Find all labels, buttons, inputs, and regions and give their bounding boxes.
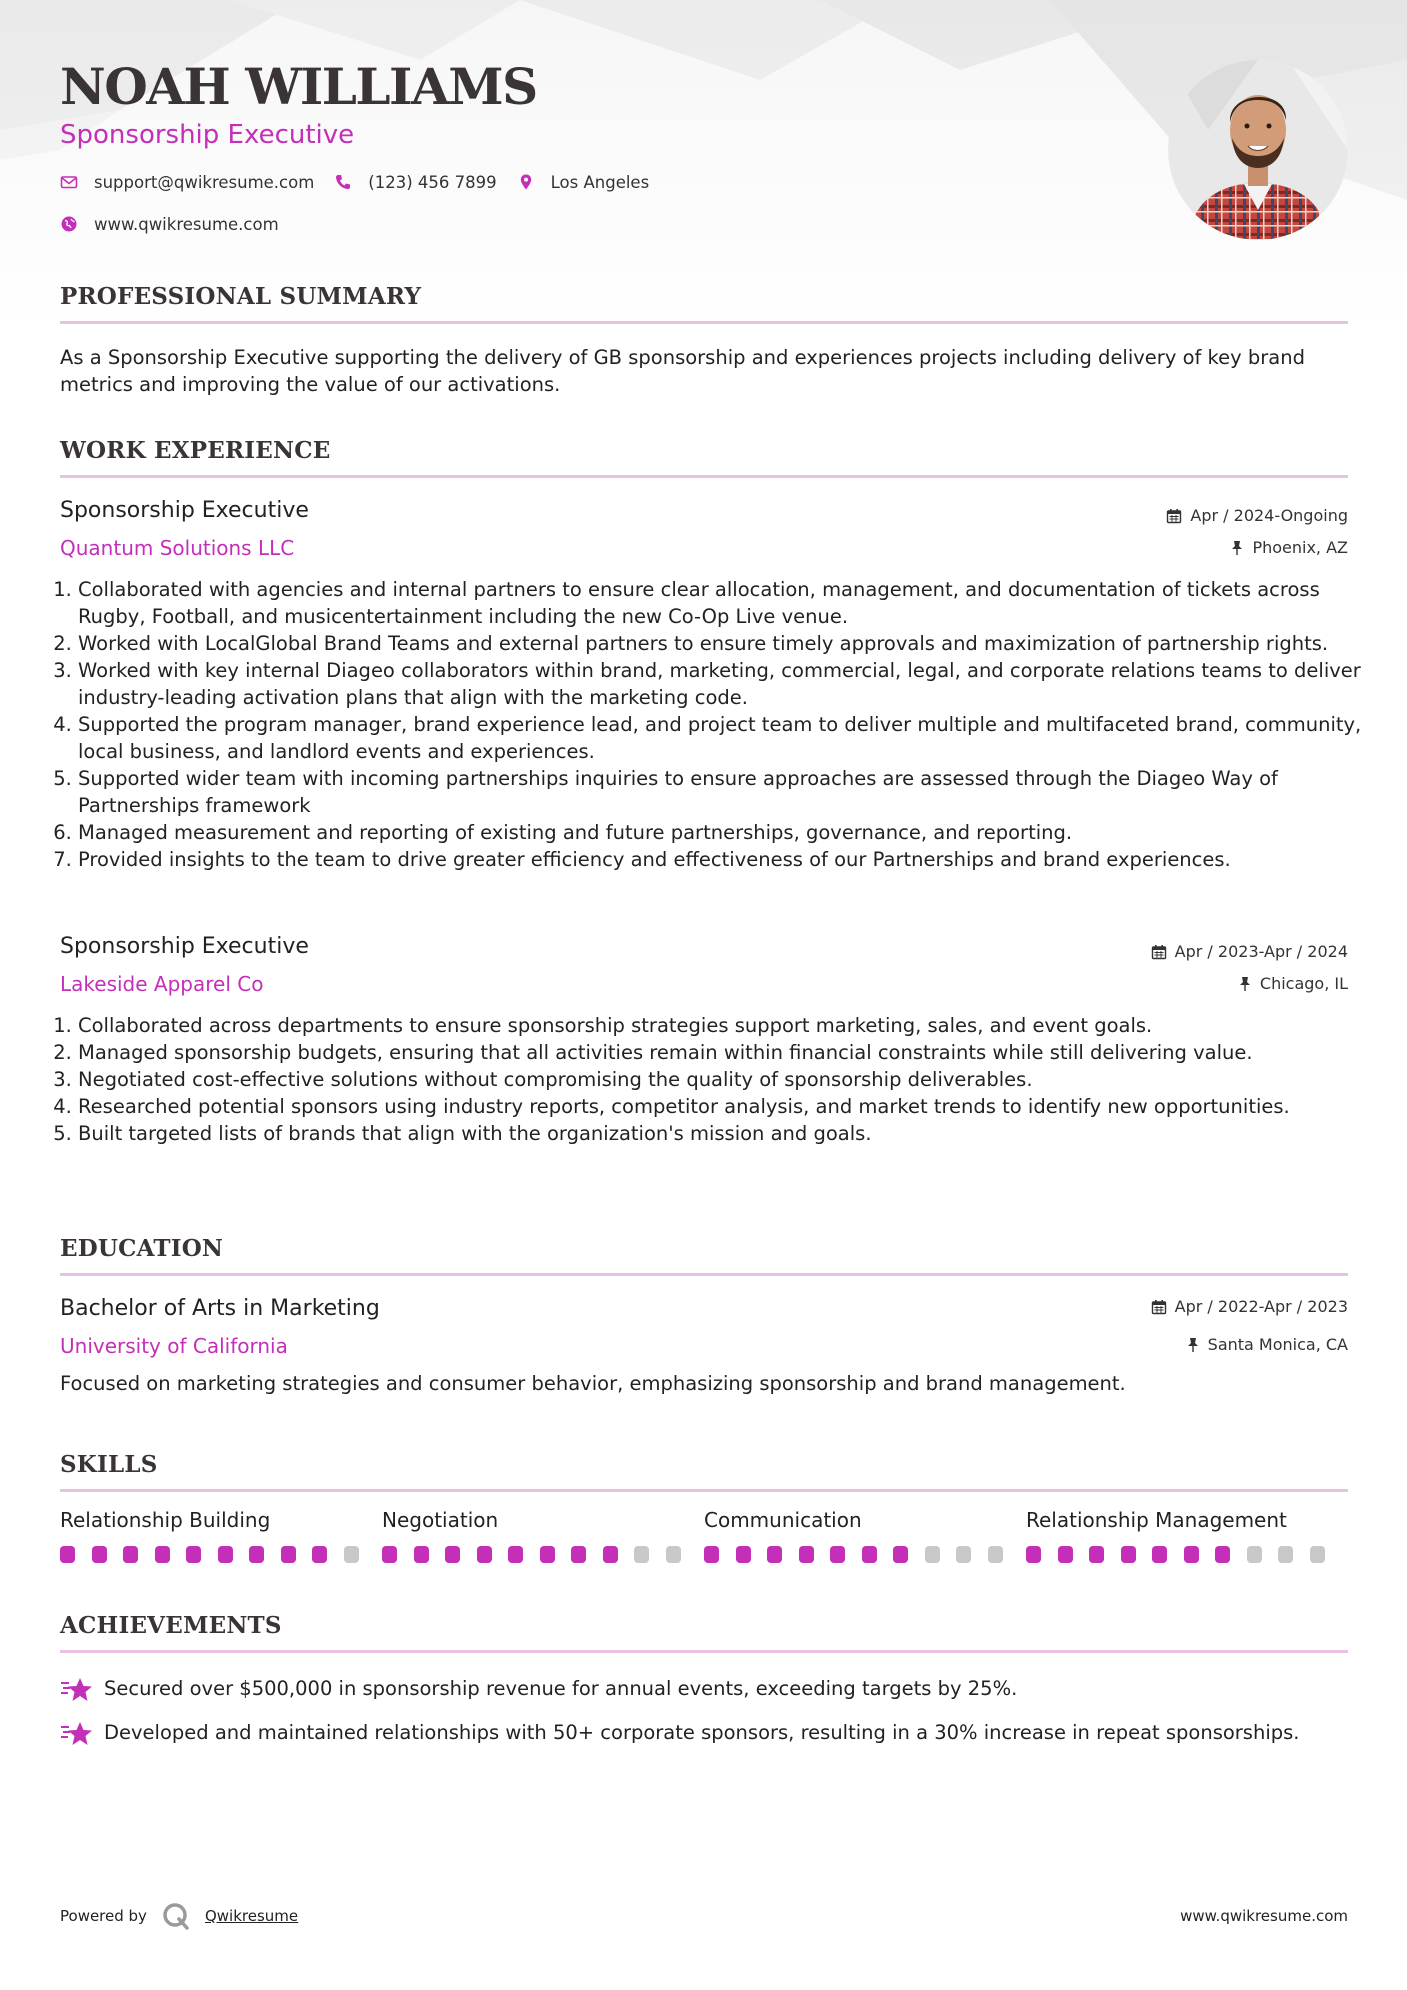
list-item: 5. Built targeted lists of brands that align with the organization's mission and goals. bbox=[78, 1120, 1366, 1147]
rating-dot-filled bbox=[540, 1546, 555, 1563]
website-text: www.qwikresume.com bbox=[94, 214, 279, 234]
summary-heading: PROFESSIONAL SUMMARY bbox=[60, 283, 422, 310]
skills-heading: SKILLS bbox=[60, 1451, 158, 1478]
job-title: Sponsorship Executive bbox=[60, 498, 309, 523]
candidate-name: NOAH WILLIAMS bbox=[60, 57, 537, 116]
job-location bbox=[1230, 537, 1348, 559]
rating-dot-empty bbox=[988, 1546, 1003, 1563]
rating-dot-filled bbox=[281, 1546, 296, 1563]
job-bullets bbox=[60, 1012, 1366, 1147]
rating-dot-filled bbox=[445, 1546, 460, 1563]
rating-dot-filled bbox=[249, 1546, 264, 1563]
skill-rating bbox=[704, 1546, 1026, 1563]
footer-website-link[interactable]: www.qwikresume.com bbox=[1180, 1907, 1348, 1925]
rating-dot-filled bbox=[382, 1546, 397, 1563]
contact-info bbox=[60, 170, 669, 254]
rating-dot-empty bbox=[1310, 1546, 1325, 1563]
summary-divider bbox=[60, 321, 1348, 324]
phone-contact[interactable] bbox=[334, 173, 496, 192]
achievement-text: Developed and maintained relationships with 50+ corporate sponsors, resulting in a 30% increase in repeat sponsorships. bbox=[104, 1721, 1300, 1744]
education-divider bbox=[60, 1273, 1348, 1276]
job-location bbox=[1238, 973, 1348, 995]
brand-link[interactable]: Qwikresume bbox=[204, 1907, 299, 1925]
job-dates bbox=[1151, 941, 1348, 963]
envelope-icon bbox=[60, 173, 78, 191]
list-item: 3. Negotiated cost-effective solutions without compromising the quality of sponsorship deliverables. bbox=[78, 1066, 1366, 1093]
list-item: 3. Worked with key internal Diageo collaborators within brand, marketing, commercial, legal, and corporate relations teams to deliver industry-leading activation plans that align with the marketing code. bbox=[78, 657, 1366, 711]
rating-dot-filled bbox=[799, 1546, 814, 1563]
achievement-item bbox=[60, 1719, 1348, 1749]
profile-photo bbox=[1168, 60, 1348, 240]
email-text: support@qwikresume.com bbox=[94, 172, 315, 192]
job-dates-text: Apr / 2023-Apr / 2024 bbox=[1174, 942, 1348, 961]
rating-dot-filled bbox=[862, 1546, 877, 1563]
rating-dot-filled bbox=[186, 1546, 201, 1563]
skills-divider bbox=[60, 1489, 1348, 1492]
rating-dot-filled bbox=[603, 1546, 618, 1563]
rating-dot-filled bbox=[123, 1546, 138, 1563]
education-description: Focused on marketing strategies and consumer behavior, emphasizing sponsorship and brand management. bbox=[60, 1372, 1126, 1395]
rating-dot-filled bbox=[1152, 1546, 1167, 1563]
website-contact[interactable] bbox=[60, 215, 279, 234]
job-company: Quantum Solutions LLC bbox=[60, 536, 295, 560]
summary-text: As a Sponsorship Executive supporting the delivery of GB sponsorship and experiences projects including delivery of key brand metrics and improving the value of our activations. bbox=[60, 346, 1305, 396]
rating-dot-empty bbox=[1247, 1546, 1262, 1563]
pushpin-icon bbox=[1230, 540, 1244, 556]
rating-dot-filled bbox=[1184, 1546, 1199, 1563]
rating-dot-filled bbox=[1026, 1546, 1041, 1563]
skill-item bbox=[60, 1506, 382, 1563]
map-pin-icon bbox=[517, 173, 535, 191]
pushpin-icon bbox=[1238, 976, 1252, 992]
job-title: Sponsorship Executive bbox=[60, 934, 309, 959]
calendar-icon bbox=[1151, 1299, 1167, 1315]
globe-icon bbox=[60, 215, 78, 233]
rating-dot-filled bbox=[92, 1546, 107, 1563]
rating-dot-empty bbox=[344, 1546, 359, 1563]
calendar-icon bbox=[1151, 944, 1167, 960]
job-company: Lakeside Apparel Co bbox=[60, 972, 264, 996]
rating-dot-filled bbox=[60, 1546, 75, 1563]
rating-dot-filled bbox=[736, 1546, 751, 1563]
list-item: 7. Provided insights to the team to drive greater efficiency and effectiveness of our Partnerships and brand experiences. bbox=[78, 846, 1366, 873]
rating-dot-filled bbox=[830, 1546, 845, 1563]
location-contact bbox=[517, 173, 650, 192]
star-icon bbox=[60, 1719, 94, 1749]
list-item: 1. Collaborated with agencies and internal partners to ensure clear allocation, management, and documentation of tickets across Rugby, Football, and musicentertainment including the new Co-Op Live venue. bbox=[78, 576, 1366, 630]
job-location-text: Phoenix, AZ bbox=[1252, 538, 1348, 557]
list-item: 2. Managed sponsorship budgets, ensuring that all activities remain within financial constraints while still delivering value. bbox=[78, 1039, 1366, 1066]
school-name: University of California bbox=[60, 1334, 288, 1358]
skill-name: Relationship Building bbox=[60, 1508, 271, 1532]
education-location bbox=[1186, 1334, 1348, 1356]
skills-list bbox=[60, 1506, 1348, 1563]
job-dates-text: Apr / 2024-Ongoing bbox=[1190, 506, 1348, 525]
rating-dot-empty bbox=[634, 1546, 649, 1563]
rating-dot-filled bbox=[767, 1546, 782, 1563]
education-location-text: Santa Monica, CA bbox=[1207, 1335, 1348, 1354]
rating-dot-filled bbox=[508, 1546, 523, 1563]
rating-dot-filled bbox=[571, 1546, 586, 1563]
rating-dot-filled bbox=[414, 1546, 429, 1563]
education-dates-text: Apr / 2022-Apr / 2023 bbox=[1174, 1297, 1348, 1316]
skill-item bbox=[382, 1506, 704, 1563]
rating-dot-filled bbox=[477, 1546, 492, 1563]
achievement-text: Secured over $500,000 in sponsorship revenue for annual events, exceeding targets by 25%. bbox=[104, 1677, 1018, 1700]
location-text: Los Angeles bbox=[550, 172, 650, 192]
education-dates bbox=[1151, 1296, 1348, 1318]
rating-dot-filled bbox=[1089, 1546, 1104, 1563]
experience-divider bbox=[60, 475, 1348, 478]
powered-by-text: Powered by bbox=[60, 1907, 147, 1925]
candidate-title: Sponsorship Executive bbox=[60, 120, 355, 150]
list-item: 4. Supported the program manager, brand experience lead, and project team to deliver multiple and multifaceted brand, community, local business, and landlord events and experiences. bbox=[78, 711, 1366, 765]
list-item: 2. Worked with LocalGlobal Brand Teams and external partners to ensure timely approvals and maximization of partnership rights. bbox=[78, 630, 1366, 657]
skill-item bbox=[704, 1506, 1026, 1563]
job-dates bbox=[1166, 505, 1348, 527]
skill-name: Communication bbox=[704, 1508, 862, 1532]
achievement-item bbox=[60, 1675, 1348, 1705]
phone-icon bbox=[334, 173, 352, 191]
rating-dot-empty bbox=[666, 1546, 681, 1563]
skill-rating bbox=[60, 1546, 382, 1563]
rating-dot-filled bbox=[1121, 1546, 1136, 1563]
rating-dot-filled bbox=[893, 1546, 908, 1563]
phone-text: (123) 456 7899 bbox=[368, 172, 497, 192]
rating-dot-empty bbox=[1278, 1546, 1293, 1563]
rating-dot-filled bbox=[704, 1546, 719, 1563]
skill-rating bbox=[1026, 1546, 1348, 1563]
footer bbox=[60, 1898, 1348, 1934]
job-location-text: Chicago, IL bbox=[1259, 974, 1348, 993]
rating-dot-filled bbox=[312, 1546, 327, 1563]
rating-dot-filled bbox=[1058, 1546, 1073, 1563]
rating-dot-filled bbox=[155, 1546, 170, 1563]
achievements-divider bbox=[60, 1650, 1348, 1653]
achievements-heading: ACHIEVEMENTS bbox=[60, 1612, 282, 1639]
list-item: 5. Supported wider team with incoming partnerships inquiries to ensure approaches are assessed through the Diageo Way of Partnerships framework bbox=[78, 765, 1366, 819]
skill-name: Relationship Management bbox=[1026, 1508, 1287, 1532]
star-icon bbox=[60, 1675, 94, 1705]
rating-dot-empty bbox=[925, 1546, 940, 1563]
skill-item bbox=[1026, 1506, 1348, 1563]
job-bullets bbox=[60, 576, 1366, 873]
degree-title: Bachelor of Arts in Marketing bbox=[60, 1296, 380, 1321]
education-heading: EDUCATION bbox=[60, 1235, 224, 1262]
list-item: 4. Researched potential sponsors using industry reports, competitor analysis, and market trends to identify new opportunities. bbox=[78, 1093, 1366, 1120]
rating-dot-filled bbox=[218, 1546, 233, 1563]
rating-dot-empty bbox=[956, 1546, 971, 1563]
calendar-icon bbox=[1166, 508, 1182, 524]
email-contact[interactable] bbox=[60, 173, 314, 192]
qwikresume-logo-icon bbox=[161, 1901, 191, 1931]
skill-name: Negotiation bbox=[382, 1508, 499, 1532]
skill-rating bbox=[382, 1546, 704, 1563]
list-item: 6. Managed measurement and reporting of existing and future partnerships, governance, and reporting. bbox=[78, 819, 1366, 846]
experience-heading: WORK EXPERIENCE bbox=[60, 437, 331, 464]
pushpin-icon bbox=[1186, 1337, 1200, 1353]
rating-dot-filled bbox=[1215, 1546, 1230, 1563]
list-item: 1. Collaborated across departments to ensure sponsorship strategies support marketing, sales, and event goals. bbox=[78, 1012, 1366, 1039]
